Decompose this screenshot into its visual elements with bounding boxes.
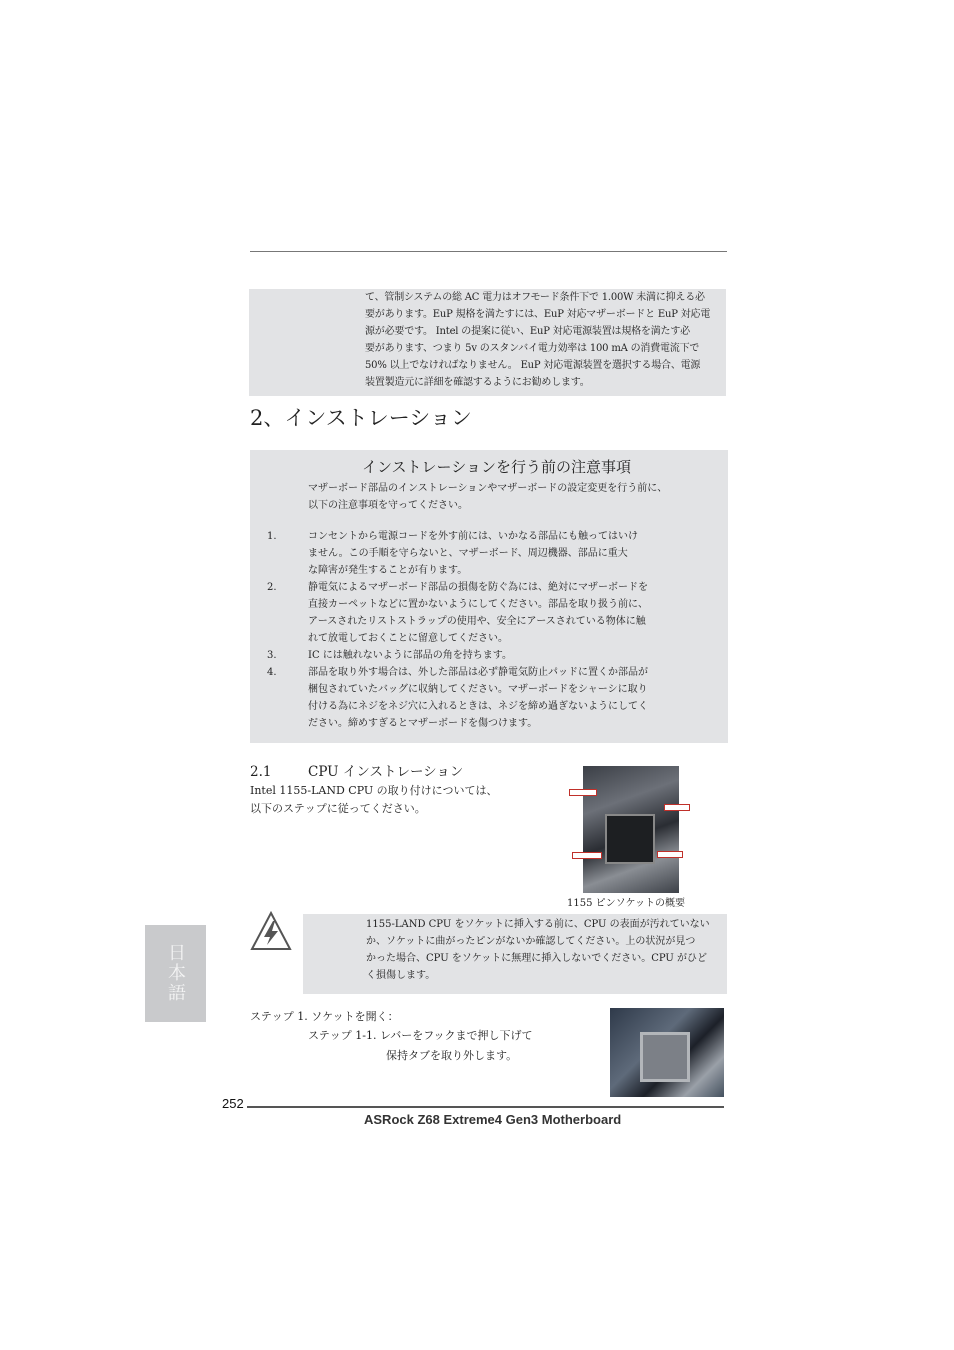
precautions-list (267, 528, 717, 732)
item-line: な障害が発生することが有ります。 (308, 565, 468, 576)
cpu-section-label: CPU インストレーション (308, 764, 464, 780)
top-rule (250, 251, 727, 252)
item-number: 2. (267, 582, 277, 593)
eup-line: 要があります、つまり 5v のスタンバイ電力効率は 100 mA の消費電流下で (365, 343, 700, 354)
language-side-tab (145, 925, 206, 1022)
precaution-item (267, 579, 717, 647)
warning-triangle-icon (250, 911, 292, 951)
item-line: IC には触れないように部品の角を持ちます。 (308, 650, 512, 661)
photo-label-tag (572, 852, 602, 859)
section-title: 2、インストレーション (250, 406, 472, 430)
eup-line: 要があります。EuP 規格を満たすには、EuP 対応マザーボードと EuP 対応電 (365, 309, 711, 320)
intro-line: 以下の注意事項を守ってください。 (308, 500, 468, 511)
cpu-intro (250, 782, 550, 818)
precautions-box (250, 450, 728, 743)
cpu-intro-line: Intel 1155-LAND CPU の取り付けについては、 (250, 784, 498, 797)
item-line: 直接カーペットなどに置かないようにしてください。部品を取り扱う前に、 (308, 599, 648, 610)
item-number: 3. (267, 650, 277, 661)
cpu-socket-image (605, 814, 655, 864)
item-line: コンセントから電源コードを外す前には、いかなる部品にも触ってはいけ (308, 531, 638, 542)
language-label: 日本語 (165, 943, 186, 1003)
step-1: ステップ 1. ソケットを開く： (250, 1010, 399, 1023)
lever-photo (610, 1008, 724, 1097)
cpu-intro-line: 以下のステップに従ってください。 (250, 802, 426, 815)
eup-note-box (249, 289, 726, 396)
warning-line: く損傷します。 (366, 970, 436, 981)
warning-line: 1155-LAND CPU をソケットに挿入する前に、CPU の表面が汚れていない (366, 919, 710, 930)
footer-rule (247, 1106, 724, 1108)
item-line: ません。この手順を守らないと、マザーボード、周辺機器、部品に重大 (308, 548, 628, 559)
precaution-item (267, 528, 717, 579)
item-line: 部品を取り外す場合は、外した部品は必ず静電気防止パッドに置くか部品が (308, 667, 648, 678)
socket-lid-image (640, 1032, 690, 1082)
item-line: 梱包されていたバッグに収納してください。マザーボードをシャーシに取り (308, 684, 648, 695)
precautions-title: インストレーションを行う前の注意事項 (362, 458, 631, 476)
intro-line: マザーボード部品のインストレーションやマザーボードの設定変更を行う前に、 (308, 483, 668, 494)
item-number: 1. (267, 531, 277, 542)
cpu-section-title (250, 760, 463, 780)
item-line: れて放電しておくことに留意してください。 (308, 633, 508, 644)
photo-label-tag (657, 851, 683, 858)
item-line: ださい。締めすぎるとマザーボードを傷つけます。 (308, 718, 538, 729)
step-1-1-cont: 保持タブを取り外します。 (386, 1049, 518, 1062)
footer-title: ASRock Z68 Extreme4 Gen3 Motherboard (364, 1112, 622, 1127)
eup-line: て、管制システムの総 AC 電力はオフモード条件下で 1.00W 未満に抑える必 (365, 292, 705, 303)
precaution-item (267, 664, 717, 732)
warning-text (366, 916, 721, 984)
item-line: 静電気によるマザーボード部品の損傷を防ぐ為には、絶対にマザーボードを (308, 582, 648, 593)
socket-overview-photo (583, 766, 679, 893)
photo-label-tag (569, 789, 597, 796)
precaution-item (267, 647, 717, 664)
photo-label-tag (664, 804, 690, 811)
warning-line: か、ソケットに曲がったピンがないか確認してください。上の状況が見つ (366, 936, 696, 947)
step-1-1: ステップ 1-1. レバーをフックまで押し下げて (308, 1029, 533, 1042)
item-line: 付ける為にネジをネジ穴に入れるときは、ネジを締め過ぎないようにしてく (308, 701, 648, 712)
warning-line: かった場合、CPU をソケットに無理に挿入しないでください。CPU がひど (366, 953, 708, 964)
warning-box (303, 914, 727, 994)
eup-line: 50% 以上でなければなりません。 EuP 対応電源装置を選択する場合、電源 (365, 360, 701, 371)
page-number: 252 (222, 1096, 244, 1111)
item-line: アースされたリストストラップの使用や、安全にアースされている物体に触 (308, 616, 646, 627)
cpu-section-number: 2.1 (250, 764, 272, 780)
eup-line: 装置製造元に詳細を確認するようにお勧めします。 (365, 377, 590, 388)
item-number: 4. (267, 667, 277, 678)
eup-line: 源が必要です。 Intel の提案に従い、EuP 対応電源装置は規格を満たす必 (365, 326, 690, 337)
precautions-intro (308, 480, 708, 514)
eup-note-text (365, 289, 725, 391)
socket-photo-caption: 1155 ピンソケットの概要 (567, 898, 686, 909)
